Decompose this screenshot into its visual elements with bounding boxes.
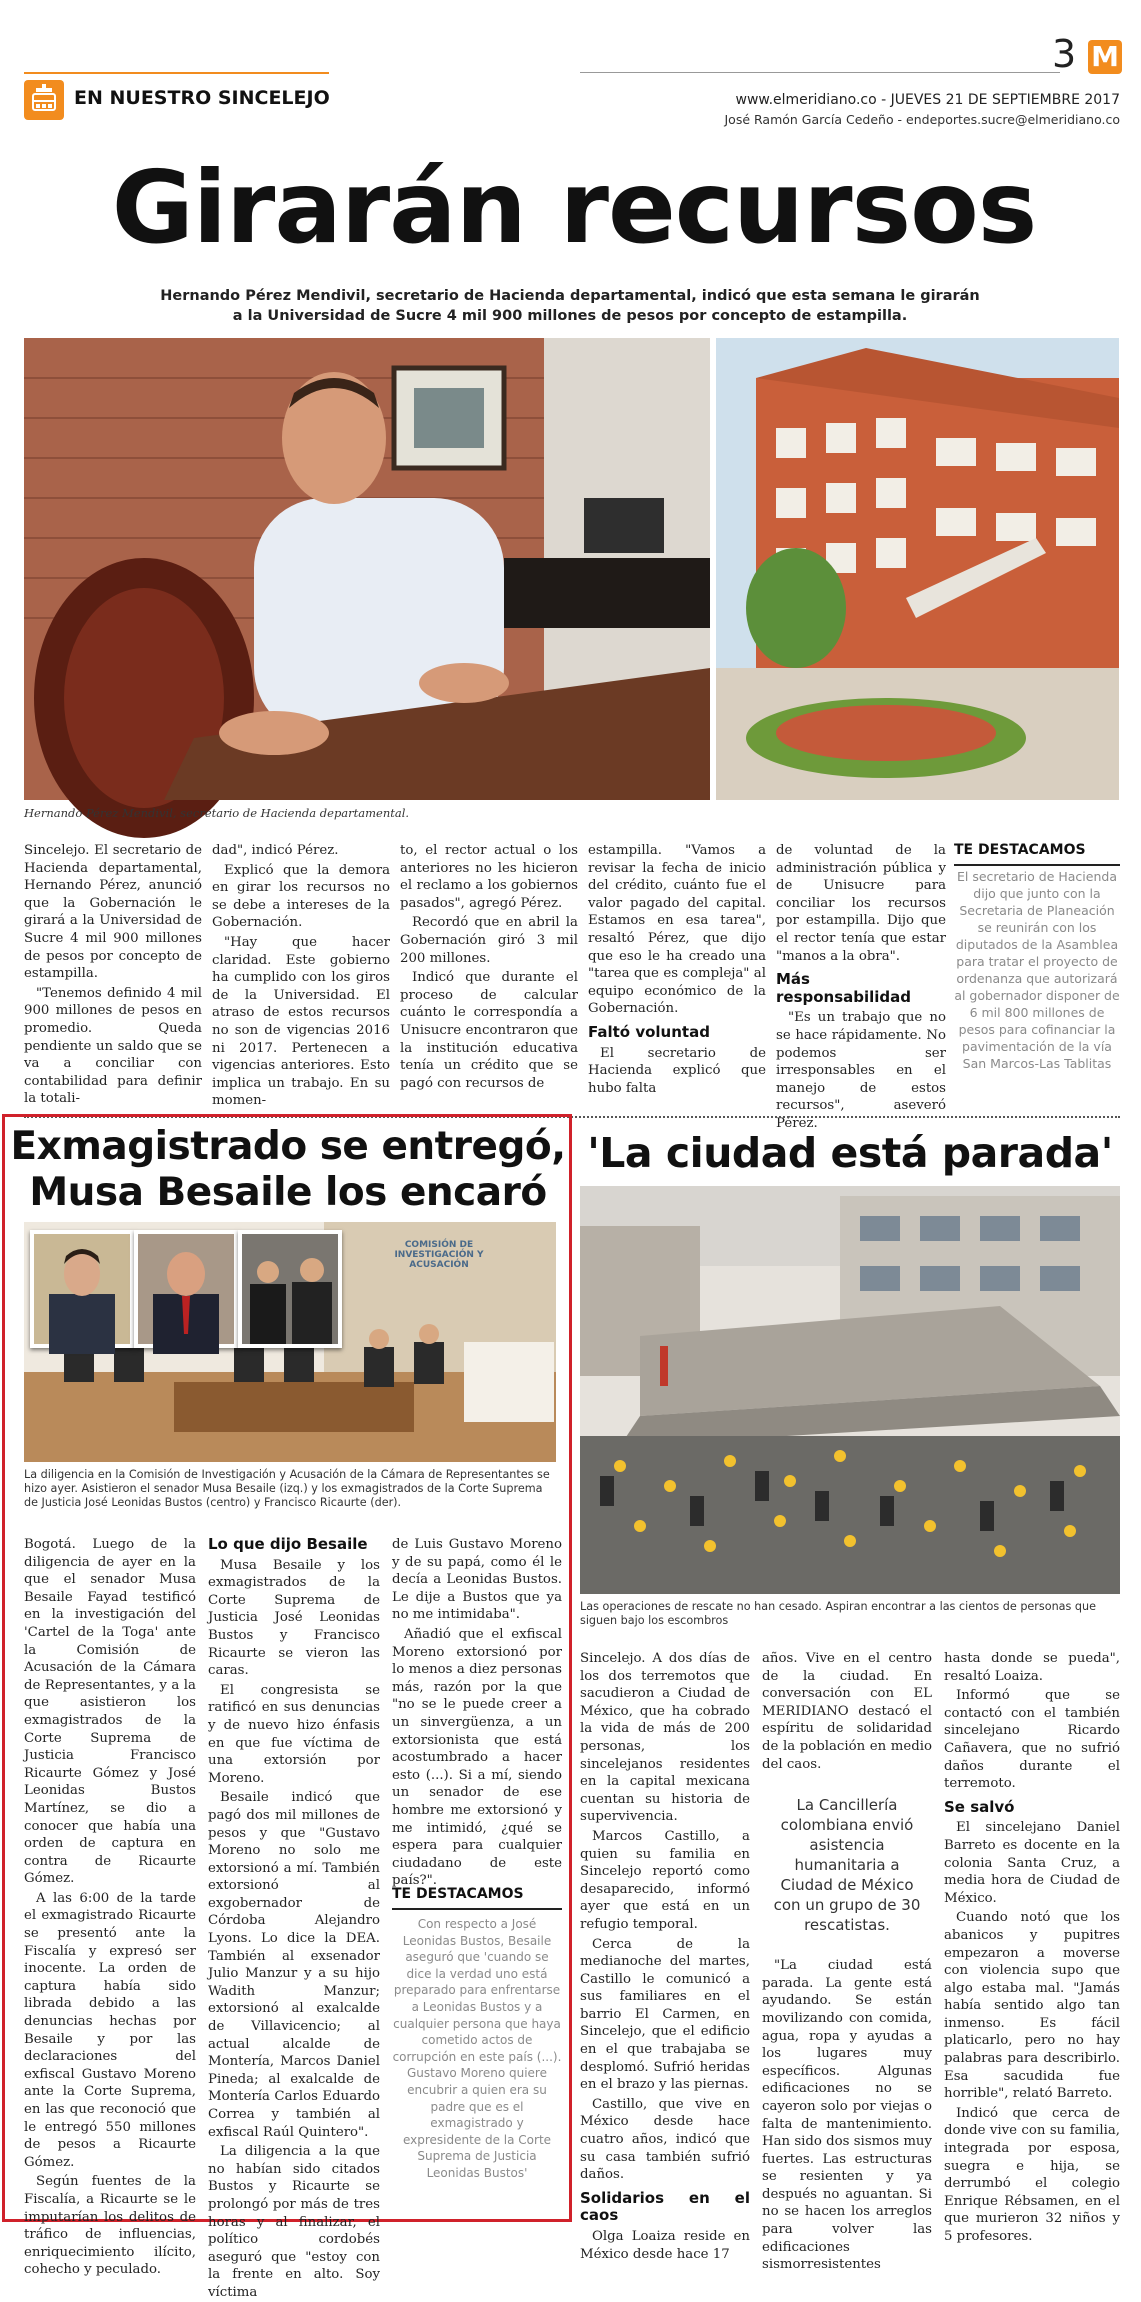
site-date: www.elmeridiano.co - JUEVES 21 DE SEPTIEMBRE 2017: [735, 92, 1120, 108]
inset-portrait-besaile: [30, 1230, 134, 1348]
left-col-3: de Luis Gustavo Moreno y de su papá, como él le decía a Leonidas Bustos. Le dije a Bustos que ya no me intimidaba". Añadió que el exfiscal Moreno extorsionó por lo menos a diez personas más, razón por la que "no se le puede creer a un sinvergüenza, a un extorsionista que está acostumbrado a hacer esto (...). Si a mí, siendo un senador de ese hombre me extorsionó y me intimidó, ¿qué se espera para cualquier ciudadano de este país?".: [392, 1537, 562, 1889]
main-highlight-title: TE DESTACAMOS: [954, 842, 1086, 858]
right-photo-rescue: [580, 1186, 1120, 1594]
main-highlight-box: [954, 842, 1120, 1100]
main-col-5: de voluntad de la administración pública y de Unisucre para conciliar los recursos por estampilla. Dijo que el rector tenía que estar "manos a la obra". Más responsabilidad "Es un trabajo que no se hace rápidamente. No podemos ser irresponsables en el manejo de estos recursos", aseveró Pérez.: [776, 843, 946, 1131]
main-headline: Girarán recursos: [111, 149, 1037, 266]
page-number: 3: [1052, 32, 1077, 76]
main-col-4: estampilla. "Vamos a revisar la fecha de inicio del crédito, cuánto fue el valor pagado del capital. Estamos en esa tarea", resaltó Pérez, que dijo que eso le ha creado una "tarea que es compleja" al equipo económico de la Gobernación. Faltó voluntad El secretario de Hacienda explicó que hubo falta: [588, 843, 766, 1096]
brand-logo: M: [1088, 40, 1122, 74]
main-col1-p2: "Tenemos definido 4 mil 900 millones de pesos en promedio. Queda pendiente un saldo que se va a conciliar con contabilidad para definir la totali-: [24, 985, 202, 1107]
subhead-se-salvo: Se salvó: [944, 1797, 1015, 1816]
right-col-1: Sincelejo. A dos días de los dos terremotos que sacudieron a Ciudad de México, que ha cobrado la vida de más de 200 personas, los sincelejanos residentes en la capital mexicana cuentan su historia de supervivencia. Marcos Castillo, a quien su familia en Sincelejo reportó como desaparecido, informó ayer que está en un refugio temporal. Cerca de la medianoche del martes, Castillo le comunicó a sus familiares en el barrio El Carmen, en Sincelejo, que el edificio en el que trabajaba se desplomó. Sufrió heridas en el brazo y las piernas. Castillo, que vive en México desde hace cuatro años, indicó que su casa también sufrió daños. Solidarios en el caos Olga Loaiza reside en México desde hace 17: [580, 1651, 750, 2262]
subhead-lo-que-dijo-besaile: Lo que dijo Besaile: [208, 1535, 368, 1553]
main-col-1: [24, 842, 202, 1107]
subhead-solidarios: Solidarios en el caos: [580, 2188, 750, 2225]
section-title: EN NUESTRO SINCELEJO: [74, 87, 330, 109]
left-photo-caption: La diligencia en la Comisión de Investigación y Acusación de la Cámara de Representantes se hizo ayer. Asistieron el senador Musa Besaile (izq.) y los exmagistrados de la Corte Suprema de Justicia José Leonidas Bustos (centro) y Francisco Ricaurte (der).: [24, 1468, 550, 1509]
main-photo-secretary: [24, 338, 710, 800]
right-headline: 'La ciudad está parada': [587, 1129, 1113, 1177]
inset-portrait-ricaurte: [238, 1230, 342, 1348]
right-photo-caption: Las operaciones de rescate no han cesado. Aspiran encontrar a las cientos de personas que siguen bajo los escombros: [580, 1600, 1096, 1627]
section-icon: [24, 80, 64, 120]
subhead-mas-responsabilidad: Más responsabilidad: [776, 970, 912, 1006]
main-highlight-text: El secretario de Hacienda dijo que junto con la Secretaria de Planeación se reunirán con los diputados de la Asamblea para tratar el proyecto de ordenanza que autorizará al gobernador disponer de 6 mil 800 millones de pesos para cofinanciar la pavimentación de la vía San Marcos-Las Tablitas: [954, 869, 1120, 1071]
pull-quote: La Cancillería colombiana envió asistencia humanitaria a Ciudad de México con un grupo de 30 rescatistas.: [773, 1796, 921, 1935]
left-highlight-text: Con respecto a José Leonidas Bustos, Besaile aseguró que 'cuando se dice la verdad uno está preparado para enfrentarse a Leonidas Bustos y a cualquier persona que haya cometido actos de corrupción en este país (...). Gustavo Moreno quiere encubrir a quien era su padre que es el exmagistrado y expresidente de la Corte Suprema de Justicia Leonidas Bustos': [392, 1917, 562, 2180]
section-header: [24, 72, 329, 128]
main-deck: Hernando Pérez Mendivil, secretario de Hacienda departamental, indicó que esta semana le girarán a la Universidad de Sucre 4 mil 900 millones de pesos por concepto de estampilla.: [160, 288, 980, 324]
left-photo-sign: COMISIÓN DE INVESTIGACIÓN Y ACUSACIÓN: [394, 1240, 484, 1270]
left-highlight-box: [392, 1886, 562, 2216]
left-col-1: Bogotá. Luego de la diligencia de ayer en la que el senador Musa Besaile Fayad testificó en la investigación del 'Cartel de la Toga' ante la Comisión de Acusación de la Cámara de Representantes, y a la que asistieron los exmagistrados de la Corte Suprema de Justicia Francisco Ricaurte Gómez y José Leonidas Bustos Martínez, se dio a conocer que había una orden de captura en contra de Ricaurte Gómez. A las 6:00 de la tarde el exmagistrado Ricaurte se presentó ante la Fiscalía y expresó ser inocente. La orden de captura había sido librada debido a las denuncias hechas por Besaile y por las declaraciones del exfiscal Gustavo Moreno ante la Corte Suprema, en las que reconoció que le entregó 550 millones de pesos a Ricaurte Gómez. Según fuentes de la Fiscalía, a Ricaurte se le imputarían los delitos de tráfico de influencias, enriquecimiento ilícito, cohecho y peculado.: [24, 1537, 196, 2278]
main-col1-p1: Sincelejo. El secretario de Hacienda departamental, Hernando Pérez, anunció que la Gobernación le girará a la Universidad de Sucre 4 mil 900 millones de pesos por concepto de estampilla.: [24, 843, 202, 982]
main-photo-caption: Hernando Pérez Mendivil, secretario de Hacienda departamental.: [24, 806, 410, 820]
right-col-2: años. Vive en el centro de la ciudad. En conversación con EL MERIDIANO destacó el espíritu de solidaridad de la población en medio del caos. La Cancillería colombiana envió asistencia humanitaria a Ciudad de México con un grupo de 30 rescatistas. "La ciudad está parada. La gente está ayudando. Se están movilizando con comida, agua, ropa y ayudas a los lugares muy específicos. Algunas edificaciones no se cayeron solo por viejas o falta de mantenimiento. Han sido dos sismos muy fuertes. Las estructuras se resienten y ya después no aguantan. Si no se hacen los arreglos para volver las edificaciones sismorresistentes: [762, 1651, 932, 2273]
main-photo-university: [716, 338, 1119, 800]
main-col-3: to, el rector actual o los anteriores no les hicieron el reclamo a los gobiernos pasados", agregó Pérez. Recordó que en abril la Gobernación giró 3 mil 200 millones. Indicó que durante el proceso de calcular cuánto le correspondía a Unisucre encontraron que la institución educativa tenía un crédito que se pagó con recursos de: [400, 843, 578, 1091]
right-col-3: hasta donde se pueda", resaltó Loaiza. Informó que se contactó con el también sincelejano Ricardo Cañavera, que no sufrió daños durante el terremoto. Se salvó El sincelejano Daniel Barreto es docente en la colonia Santa Cruz, a media hora de Ciudad de México. Cuando notó que los abanicos y pupitres empezaron a moverse con violencia supo que algo estaba mal. "Jamás había sentido algo tan inmenso. Es fácil platicarlo, pero no hay palabras para describirlo. Esa sacudida fue horrible", relató Barreto. Indicó que cerca de donde vive con su familia, integrada por esposa, suegra e hija, se derrumbó el colegio Enrique Rébsamen, en el que murieron 32 niños y 5 profesores.: [944, 1651, 1120, 2244]
left-headline: Exmagistrado se entregó, Musa Besaile los encaró: [10, 1124, 566, 1215]
main-col-2: dad", indicó Pérez. Explicó que la demora en girar los recursos no se debe a intereses de la Gobernación. "Hay que hacer claridad. Este gobierno ha cumplido con los giros de la Universidad. El atraso de estos recursos no son de vigencias 2016 ni 2017. Pertenecen a vigencias anteriores. Esto implica un trabajo. En su momen-: [212, 843, 390, 1109]
left-highlight-title: TE DESTACAMOS: [392, 1886, 524, 1902]
subhead-falto-voluntad: Faltó voluntad: [588, 1022, 710, 1041]
left-col-2: Lo que dijo Besaile Musa Besaile y los exmagistrados de la Corte Suprema de Justicia José Leonidas Bustos y Francisco Ricaurte se vieron las caras. El congresista se ratificó en sus denuncias y de nuevo hizo énfasis en que fue víctima de una extorsión por Moreno. Besaile indicó que pagó dos mil millones de pesos y que "Gustavo Moreno no solo me extorsionó a mí. También extorsionó al exgobernador de Córdoba Alejandro Lyons. Lo dice la DEA. También al exsenador Julio Manzur y a su hijo Wadith Manzur; extorsionó al exalcalde de Villavicencio; al actual alcalde de Montería, Marcos Daniel Pineda; al exalcalde de Montería Carlos Eduardo Correa y también al exfiscal Raúl Quintero". La diligencia a la que no habían sido citados Bustos y Ricaurte se prolongó por más de tres horas y al finalizar, el político cordobés aseguró que "estoy con la frente en alto. Soy víctima: [208, 1535, 380, 2300]
inset-portrait-bustos: [134, 1230, 238, 1348]
author-email: José Ramón García Cedeño - endeportes.sucre@elmeridiano.co: [724, 112, 1120, 127]
